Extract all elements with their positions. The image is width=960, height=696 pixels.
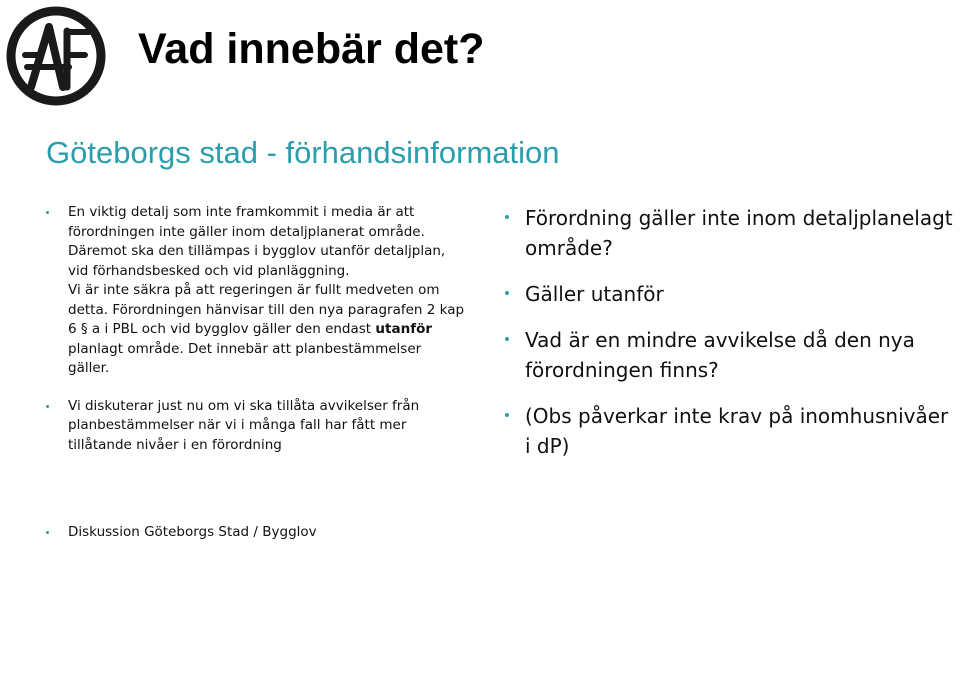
bullet-text: planlagt område. Det innebär att planbestämmelser gäller. bbox=[68, 340, 422, 376]
right-bullet-4: (Obs påverkar inte krav på inomhusnivåer i dP) bbox=[505, 401, 955, 461]
bottom-bullet-list bbox=[46, 522, 646, 542]
left-bullet-1 bbox=[46, 203, 466, 379]
af-logo-icon bbox=[5, 5, 107, 107]
right-bullet-2: Gäller utanför bbox=[505, 279, 955, 309]
right-bullet-3: Vad är en mindre avvikelse då den nya förordningen finns? bbox=[505, 325, 955, 385]
page-subtitle: Göteborgs stad - förhandsinformation bbox=[46, 135, 560, 170]
left-bullet-2 bbox=[46, 397, 466, 456]
page-title: Vad innebär det? bbox=[138, 25, 485, 73]
right-bullet-list bbox=[505, 203, 955, 477]
bullet-text: En viktig detalj som inte framkommit i media är att förordningen inte gäller inom detaljplanerat område. Däremot ska den tillämpas i bygglov utanför detaljplan, vid förhandsbesked och vid planläggning. bbox=[68, 204, 446, 279]
bottom-bullet: Diskussion Göteborgs Stad / Bygglov bbox=[46, 522, 646, 542]
bold-word: utanför bbox=[375, 321, 432, 337]
bullet-text: Vi är inte säkra på att regeringen är fullt medveten om detta. Förordningen hänvisar till den nya paragrafen 2 kap 6 § a i PBL och vid bygglov gäller den endast bbox=[68, 282, 465, 337]
bullet-text: Vi diskuterar just nu om vi ska tillåta avvikelser från planbestämmelser när vi i många fall har fått mer tillåtande nivåer i en förordning bbox=[68, 397, 420, 453]
left-bullet-list bbox=[46, 203, 466, 473]
right-bullet-1: Förordning gäller inte inom detaljplanelagt område? bbox=[505, 203, 955, 263]
